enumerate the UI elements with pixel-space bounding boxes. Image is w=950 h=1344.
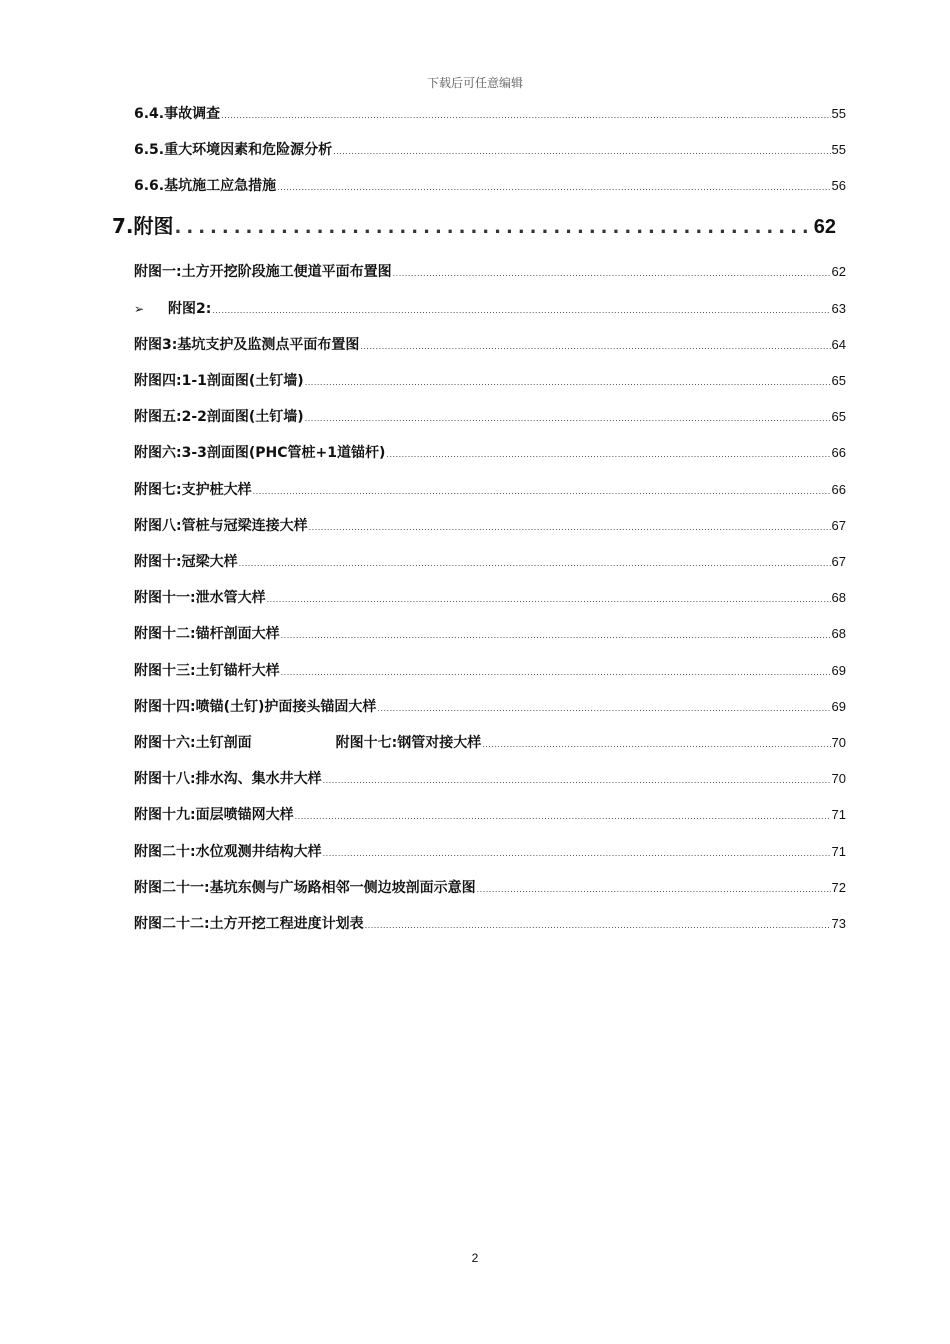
toc-page-number: 68 [831, 626, 846, 641]
toc-page-number: 69 [831, 663, 846, 678]
toc-label: 附图二十:水位观测井结构大样 [134, 844, 322, 860]
toc-page-number: 70 [831, 771, 846, 786]
dot-leader [377, 700, 830, 718]
toc-entry[interactable] [134, 408, 846, 428]
toc-label: 附图十二:锚杆剖面大样 [134, 626, 280, 642]
toc-page-number: 68 [831, 590, 846, 605]
toc-entry[interactable] [134, 553, 846, 573]
toc-page-number: 65 [831, 409, 846, 424]
toc-page-number: 62 [831, 264, 846, 279]
toc-entry[interactable] [134, 915, 846, 935]
toc-page-number: 70 [831, 735, 846, 750]
dot-leader [212, 302, 830, 320]
toc-label: 附图七:支护桩大样 [134, 482, 252, 498]
dot-leader [221, 107, 830, 125]
toc-entry[interactable] [134, 263, 846, 283]
toc-page-number: 55 [831, 106, 846, 121]
dot-leader [281, 627, 831, 645]
toc-label: 附图六:3-3剖面图(PHC管桩+1道锚杆) [134, 445, 386, 461]
toc-label: 附图四:1-1剖面图(土钉墙) [134, 373, 304, 389]
dot-leader [393, 265, 831, 283]
toc-page-number: 67 [831, 518, 846, 533]
dot-leader [175, 215, 813, 241]
toc-label: 附图十:冠梁大样 [134, 554, 238, 570]
toc-entry[interactable] [134, 843, 846, 863]
toc-page-number: 62 [813, 216, 836, 238]
toc-label: 附图十四:喷锚(土钉)护面接头锚固大样 [134, 699, 377, 715]
toc-page-number: 73 [831, 916, 846, 931]
arrow-bullet-icon: ➢ [134, 302, 145, 316]
dot-leader [482, 736, 830, 754]
dot-leader [309, 519, 831, 537]
toc-label: 附图二十一:基坑东侧与广场路相邻一侧边坡剖面示意图 [134, 880, 476, 896]
dot-leader [295, 808, 831, 826]
toc-page-number: 72 [831, 880, 846, 895]
toc-label: 附图十八:排水沟、集水井大样 [134, 771, 322, 787]
toc-label: 附图2: [168, 301, 212, 317]
toc-label: 6.4.事故调查 [134, 106, 221, 122]
toc-page-number: 55 [831, 142, 846, 157]
toc-entry[interactable] [134, 517, 846, 537]
dot-leader [281, 664, 831, 682]
toc-entry[interactable] [134, 589, 846, 609]
toc-entry[interactable] [134, 625, 846, 645]
toc-label: 附图八:管桩与冠梁连接大样 [134, 518, 308, 534]
toc-entry[interactable] [134, 300, 846, 320]
toc-page-number: 71 [831, 807, 846, 822]
dot-leader [360, 338, 830, 356]
dot-leader [386, 446, 830, 464]
toc-label: 附图3:基坑支护及监测点平面布置图 [134, 337, 360, 353]
toc-entry[interactable] [134, 105, 846, 125]
toc-label: 6.6.基坑施工应急措施 [134, 178, 277, 194]
toc-label: 附图十九:面层喷锚网大样 [134, 807, 294, 823]
dot-leader [253, 483, 831, 501]
toc-page-number: 66 [831, 445, 846, 460]
dot-leader [323, 845, 831, 863]
dot-leader [477, 881, 831, 899]
toc-label: 附图一:土方开挖阶段施工便道平面布置图 [134, 264, 392, 280]
toc-entry[interactable] [134, 141, 846, 161]
dot-leader [333, 143, 830, 161]
page-header: 下载后可任意编辑 [426, 76, 523, 90]
toc-entry[interactable] [134, 481, 846, 501]
toc-page-number: 65 [831, 373, 846, 388]
toc-page-number: 69 [831, 699, 846, 714]
toc-entry[interactable] [134, 698, 846, 718]
toc-label: 附图十一:泄水管大样 [134, 590, 266, 606]
toc-page-number: 63 [831, 301, 846, 316]
toc-entry[interactable] [134, 662, 846, 682]
toc-entry[interactable] [134, 336, 846, 356]
toc-entry[interactable] [134, 770, 846, 790]
dot-leader [365, 917, 831, 935]
page-number: 2 [471, 1251, 479, 1265]
toc-page-number: 66 [831, 482, 846, 497]
toc-label: 附图十三:土钉锚杆大样 [134, 663, 280, 679]
dot-leader [323, 772, 831, 790]
toc-label-secondary: 附图十七:钢管对接大样 [335, 735, 482, 751]
toc-entry[interactable] [134, 734, 846, 754]
toc-entry[interactable] [134, 177, 846, 197]
toc-label: 附图五:2-2剖面图(土钉墙) [134, 409, 304, 425]
toc-page-number: 56 [831, 178, 846, 193]
toc-page-number: 67 [831, 554, 846, 569]
toc-entry[interactable] [134, 372, 846, 392]
toc-page-number: 71 [831, 844, 846, 859]
dot-leader [239, 555, 831, 573]
toc-label: 附图二十二:土方开挖工程进度计划表 [134, 916, 364, 932]
toc-entry[interactable] [134, 879, 846, 899]
toc-label: 7.附图 [112, 214, 174, 238]
toc-page-number: 64 [831, 337, 846, 352]
dot-leader [267, 591, 831, 609]
toc-chapter-entry[interactable] [112, 213, 836, 241]
toc-entry[interactable] [134, 806, 846, 826]
dot-leader [277, 179, 830, 197]
toc-label-with-bullet [134, 300, 211, 318]
toc-entry[interactable] [134, 444, 846, 464]
toc-label: 6.5.重大环境因素和危险源分析 [134, 142, 333, 158]
toc-label: 附图十六:土钉剖面 [134, 735, 252, 751]
dot-leader [305, 374, 831, 392]
dot-leader [305, 410, 831, 428]
